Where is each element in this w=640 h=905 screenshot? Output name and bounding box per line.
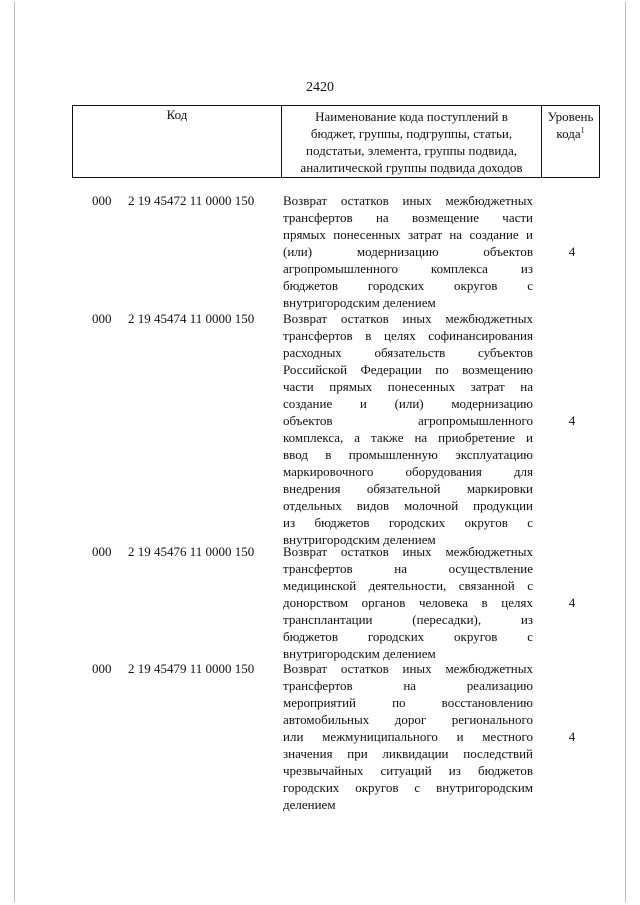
row-name-line: внутригородским делением — [283, 295, 436, 310]
row-name-line: маркировочного оборудования для — [283, 464, 533, 479]
header-name — [281, 106, 541, 178]
row-name-line: медицинской деятельности, связанной с — [283, 578, 533, 593]
header-name-line: подстатьи, элемента, группы подвида, — [306, 143, 517, 158]
footnote-mark: 1 — [580, 125, 585, 135]
row-admin-code: 000 — [92, 193, 112, 208]
row-name-line: бюджетов городских округов с — [283, 629, 533, 644]
row-admin-code: 000 — [92, 311, 112, 326]
row-level: 4 — [568, 729, 576, 744]
row-level: 4 — [568, 244, 576, 259]
row-name-line: ввод в промышленную эксплуатацию — [283, 447, 533, 462]
row-name-line: объектов агропромышленного — [283, 413, 533, 428]
row-name-line: трансфертов в целях софинансирования — [283, 328, 533, 343]
row-name-line: расходных обязательств субъектов — [283, 345, 533, 360]
row-name-line: прямых понесенных затрат на создание и — [283, 227, 533, 242]
row-admin-code: 000 — [92, 544, 112, 559]
row-name-line: агропромышленного комплекса из — [283, 261, 533, 276]
row-name-line: трансфертов на осуществление — [283, 561, 533, 576]
row-budget-code: 2 19 45476 11 0000 150 — [128, 544, 255, 559]
header-name-line: Наименование кода поступлений в — [315, 109, 508, 124]
row-name-line: Возврат остатков иных межбюджетных — [283, 193, 533, 208]
row-name-line: из бюджетов городских округов с — [283, 515, 533, 530]
row-name-line: или межмуниципального и местного — [283, 729, 533, 744]
row-name-line: Возврат остатков иных межбюджетных — [283, 661, 533, 676]
row-admin-code: 000 — [92, 661, 112, 676]
row-name-line: трансплантации (пересадки), из — [283, 612, 533, 627]
row-budget-code: 2 19 45479 11 0000 150 — [128, 661, 255, 676]
row-name-line: комплекса, а также на приобретение и — [283, 430, 533, 445]
row-level: 4 — [568, 413, 576, 428]
row-budget-code: 2 19 45472 11 0000 150 — [128, 193, 255, 208]
row-name-line: чрезвычайных ситуаций из бюджетов — [283, 763, 533, 778]
row-name-line: донорством органов человека в целях — [283, 595, 533, 610]
row-name — [283, 543, 533, 662]
header-name-line: бюджет, группы, подгруппы, статьи, — [310, 126, 513, 141]
header-name-line: аналитической группы подвида доходов — [300, 160, 523, 175]
row-name-line: мероприятий по восстановлению — [283, 695, 533, 710]
header-code: Код — [73, 106, 282, 178]
row-name-line: значения при ликвидации последствий — [283, 746, 533, 761]
row-name-line: (или) модернизацию объектов — [283, 244, 533, 259]
row-budget-code: 2 19 45474 11 0000 150 — [128, 311, 255, 326]
header-level-word: кода — [556, 126, 581, 141]
row-name-line: создание и (или) модернизацию — [283, 396, 533, 411]
row-name-line: Возврат остатков иных межбюджетных — [283, 544, 533, 559]
row-name-line: бюджетов городских округов с — [283, 278, 533, 293]
row-name-line: автомобильных дорог регионального — [283, 712, 533, 727]
table-header — [72, 105, 600, 178]
row-name — [283, 660, 533, 813]
row-name-line: внутригородским делением — [283, 532, 436, 547]
header-level — [542, 106, 600, 178]
row-name-line: отдельных видов молочной продукции — [283, 498, 533, 513]
page-number: 2420 — [306, 80, 334, 95]
row-name-line: Российской Федерации по возмещению — [283, 362, 533, 377]
row-name-line: делением — [283, 797, 336, 812]
row-name-line: части прямых понесенных затрат на — [283, 379, 533, 394]
row-name-line: трансфертов на возмещение части — [283, 210, 533, 225]
row-name-line: Возврат остатков иных межбюджетных — [283, 311, 533, 326]
row-name — [283, 192, 533, 311]
row-name-line: городских округов с внутригородским — [283, 780, 533, 795]
row-name-line: внедрения обязательной маркировки — [283, 481, 533, 496]
row-name-line: трансфертов на реализацию — [283, 678, 533, 693]
row-name-line: внутригородским делением — [283, 646, 436, 661]
header-level-line2 — [544, 125, 597, 142]
row-level: 4 — [568, 595, 576, 610]
header-level-line1: Уровень — [547, 109, 594, 124]
row-name — [283, 310, 533, 548]
